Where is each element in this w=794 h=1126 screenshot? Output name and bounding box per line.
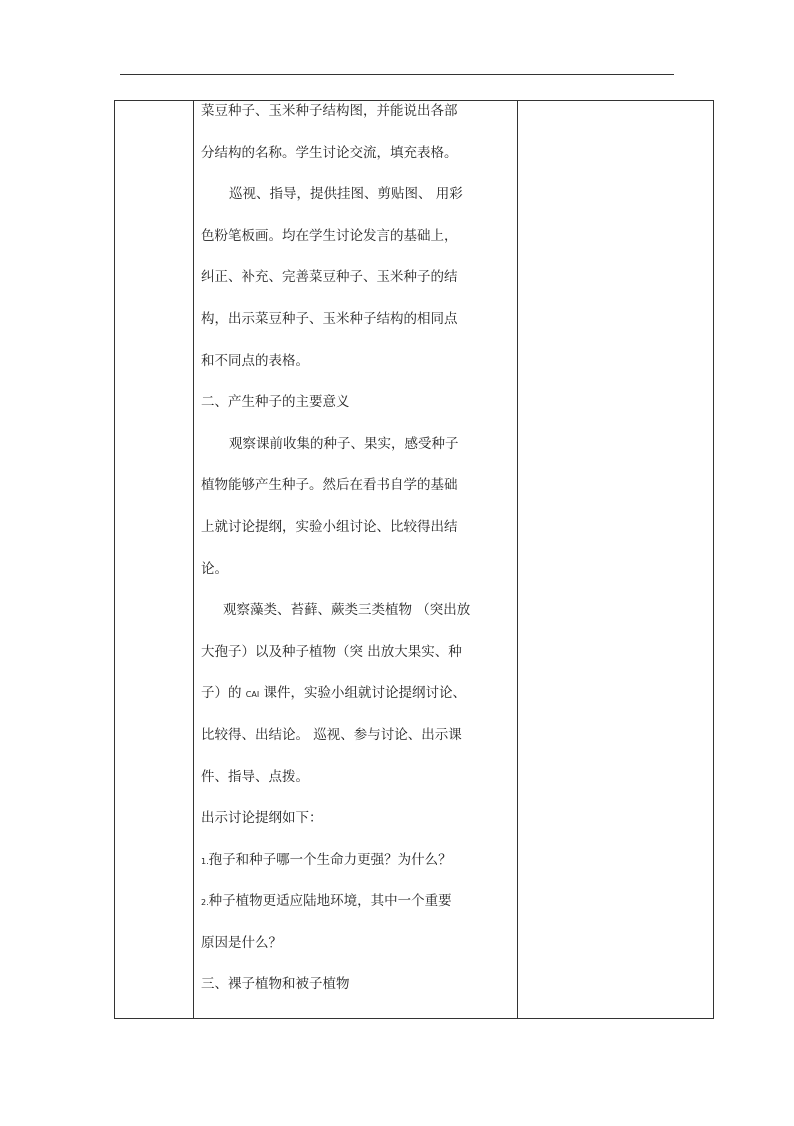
text-line: 观察藻类、苔藓、蕨类三类植物 （突出放 xyxy=(223,602,471,619)
text-line: 纠正、补充、完善菜豆种子、玉米种子的结 xyxy=(201,269,458,286)
text-line: 菜豆种子、玉米种子结构图，并能说出各部 xyxy=(201,103,458,119)
content-column-cell xyxy=(194,101,518,1019)
text-line: 比较得、出结论。 巡视、参与讨论、出示课 xyxy=(201,726,462,743)
text-line: 和不同点的表格。 xyxy=(201,352,309,369)
text-line: 上就讨论提纲，实验小组讨论、比较得出结 xyxy=(201,518,458,535)
list-item xyxy=(201,850,511,892)
section-heading: 二、产生种子的主要意义 xyxy=(201,394,350,411)
section-heading: 三、裸子植物和被子植物 xyxy=(201,976,350,993)
list-number: 2. xyxy=(201,898,209,908)
text-segment: 子）的 xyxy=(201,685,242,702)
right-column-cell xyxy=(518,101,714,1019)
text-line: 论。 xyxy=(201,560,228,577)
lesson-content xyxy=(194,101,517,1016)
text-line xyxy=(201,683,511,725)
text-line: 观察课前收集的种子、果实，感受种子 xyxy=(229,435,459,452)
text-line: 巡视、指导，提供挂图、剪贴图、 用彩 xyxy=(229,186,463,203)
list-text: 孢子和种子哪一个生命力更强？为什么？ xyxy=(208,851,452,868)
list-text: 种子植物更适应陆地环境，其中一个重要 xyxy=(208,893,452,910)
header-rule xyxy=(120,74,674,75)
text-line: 出示讨论提纲如下： xyxy=(201,810,323,827)
table-row xyxy=(115,101,714,1019)
text-segment: 课件，实验小组就讨论提纲讨论、 xyxy=(263,685,467,702)
text-line: 原因是什么？ xyxy=(201,934,282,951)
text-line: 色粉笔板画。均在学生讨论发言的基础上， xyxy=(201,227,458,244)
list-item xyxy=(201,891,511,933)
text-line: 构，出示菜豆种子、玉米种子结构的相同点 xyxy=(201,310,458,327)
cai-label: CAI xyxy=(245,690,260,700)
text-line: 分结构的名称。学生讨论交流，填充表格。 xyxy=(201,144,458,161)
lesson-table xyxy=(114,100,714,1019)
text-line: 大孢子）以及种子植物（突 出放大果实、种 xyxy=(201,643,462,660)
text-line: 植物能够产生种子。然后在看书自学的基础 xyxy=(201,477,458,494)
list-number: 1. xyxy=(201,856,209,866)
text-line: 件、指导、点拨。 xyxy=(201,768,309,785)
left-column-cell xyxy=(115,101,194,1019)
